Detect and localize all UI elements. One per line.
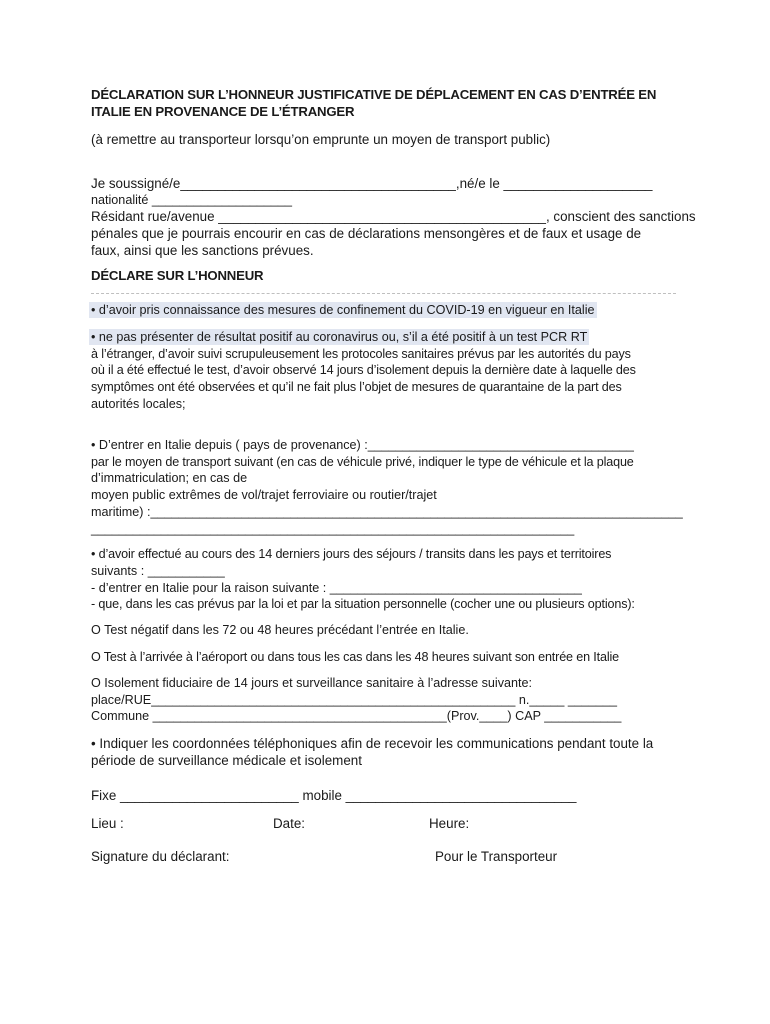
phone-instruction-line-2: période de surveillance médicale et isolement: [91, 753, 362, 768]
bullet-covid-line-4: symptômes ont été observées et qu’il ne fait plus l’objet de mesures de quarantaine de la part des: [91, 380, 622, 394]
footer-transporteur: Pour le Transporteur: [435, 849, 558, 864]
footer-lieu: Lieu :: [91, 816, 124, 831]
bullet-entry-line-4: moyen public extrêmes de vol/trajet ferroviaire ou routier/trajet: [91, 488, 437, 502]
phone-instruction-line-1: • Indiquer les coordonnées téléphoniques afin de recevoir les communications pendant toute la: [91, 736, 654, 751]
isolation-commune-line: Commune __________________________________________(Prov.____) CAP ___________: [91, 709, 622, 723]
identity-line-5: faux, ainsi que les sanctions prévues.: [91, 243, 314, 258]
identity-line-2: nationalité ____________________: [91, 193, 292, 207]
identity-line-4: pénales que je pourrais encourir en cas de déclarations mensongères et de faux et usage de: [91, 226, 642, 241]
option-arrival-test: O Test à l’arrivée à l’aéroport ou dans tous les cas dans les 48 heures suivant son entrée en Italie: [91, 650, 620, 664]
phone-fields: Fixe ________________________ mobile _______________________________: [91, 788, 577, 803]
highlighted-text: • ne pas présenter de résultat positif au coronavirus ou, s’il a été positif à un test PCR RT: [91, 330, 588, 344]
bullet-transit-line-1: • d’avoir effectué au cours des 14 derniers jours des séjours / transits dans les pays et territoires: [91, 547, 612, 561]
bullet-covid-line-2: à l’étranger, d’avoir suivi scrupuleusement les protocoles sanitaires prévus par les autorités du pays: [91, 347, 631, 361]
document-title-line-2: ITALIE EN PROVENANCE DE L’ÉTRANGER: [91, 104, 355, 119]
identity-line-3: Résidant rue/avenue ____________________________________________, conscient des sanctions: [91, 209, 696, 224]
bullet-transit-line-2: suivants : ___________: [91, 564, 225, 578]
document-subtitle: (à remettre au transporteur lorsqu’on emprunte un moyen de transport public): [91, 132, 551, 147]
bullet-covid-line-3: où il a été effectué le test, d’avoir observé 14 jours d’isolement depuis la dernière date à laquelle des: [91, 363, 636, 377]
footer-signature: Signature du déclarant:: [91, 849, 230, 864]
bullet-transit-line-3: - d’entrer en Italie pour la raison suivante : ____________________________________: [91, 581, 582, 595]
document-title-line-1: DÉCLARATION SUR L’HONNEUR JUSTIFICATIVE DE DÉPLACEMENT EN CAS D’ENTRÉE EN: [91, 87, 657, 102]
option-isolation: O Isolement fiduciaire de 14 jours et surveillance sanitaire à l’adresse suivante:: [91, 676, 533, 690]
bullet-entry-line-3: d’immatriculation; en cas de: [91, 471, 248, 485]
separator: [91, 293, 676, 294]
bullet-entry-line-6: _____________________________________________________________________: [91, 522, 575, 536]
declare-heading: DÉCLARE SUR L’HONNEUR: [91, 268, 264, 283]
identity-line-1: Je soussigné/e_____________________________________,né/e le ____________________: [91, 176, 653, 191]
option-negative-test: O Test négatif dans les 72 ou 48 heures précédant l’entrée en Italie.: [91, 623, 469, 637]
bullet-entry-line-5: maritime) :____________________________________________________________________________: [91, 505, 683, 519]
isolation-address-line: place/RUE____________________________________________________ n._____ _______: [91, 693, 617, 707]
highlighted-text: • d’avoir pris connaissance des mesures de confinement du COVID-19 en vigueur en Italie: [91, 303, 595, 317]
bullet-covid-line-1: [91, 329, 589, 345]
bullet-transit-line-4: - que, dans les cas prévus par la loi et par la situation personnelle (cocher une ou plusieurs options):: [91, 597, 635, 611]
footer-heure: Heure:: [429, 816, 470, 831]
bullet-entry-line-2: par le moyen de transport suivant (en cas de véhicule privé, indiquer le type de véhicule et la plaque: [91, 455, 634, 469]
bullet-confinement: [91, 302, 597, 318]
footer-date: Date:: [273, 816, 306, 831]
bullet-covid-line-5: autorités locales;: [91, 397, 186, 411]
bullet-entry-line-1: • D’entrer en Italie depuis ( pays de provenance) :______________________________________: [91, 438, 634, 452]
